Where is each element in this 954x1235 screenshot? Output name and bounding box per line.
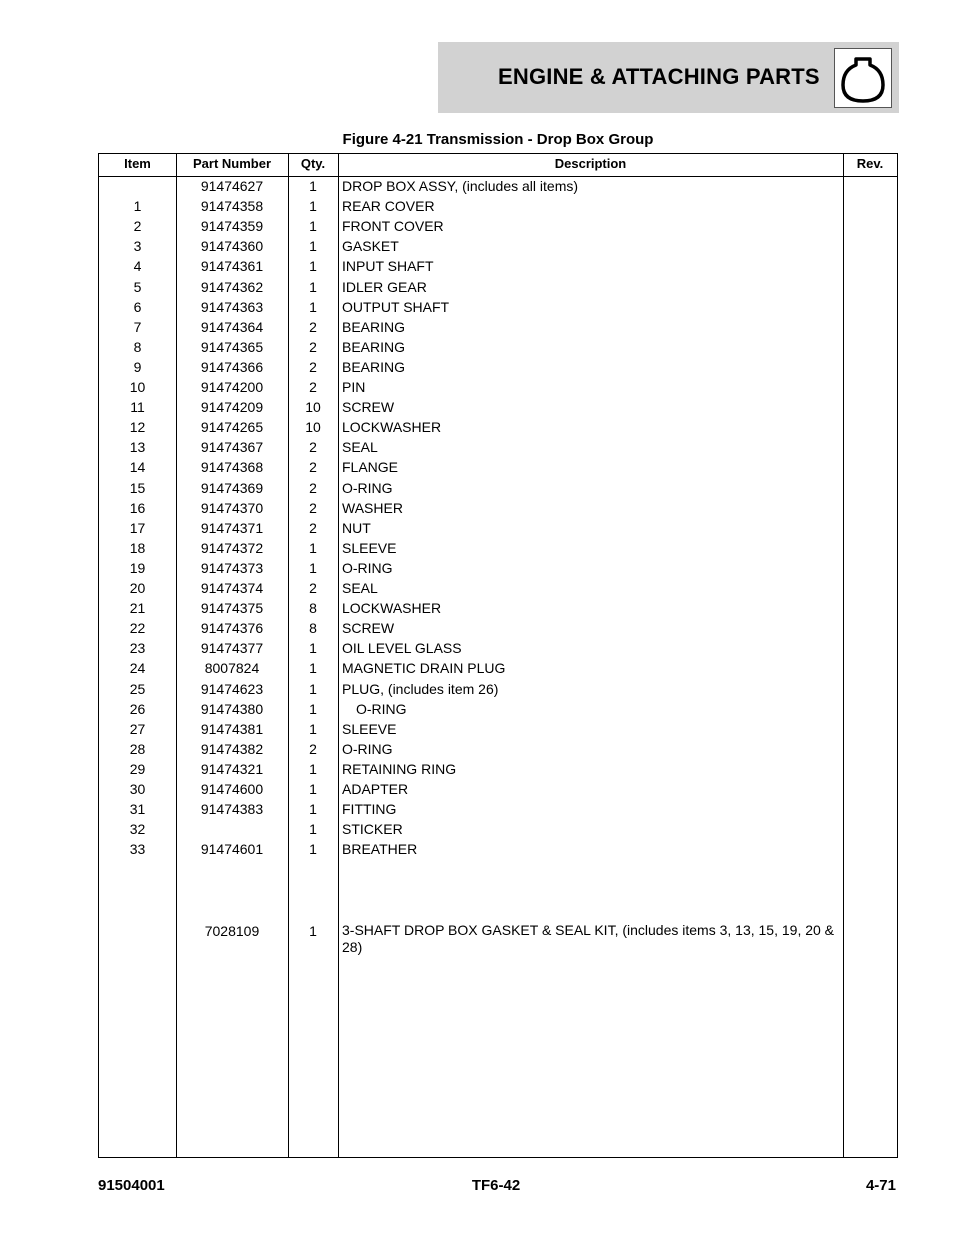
description: FLANGE	[342, 459, 399, 475]
item-number: 18	[129, 540, 146, 556]
part-number: 91474265	[200, 419, 264, 435]
description: O-RING	[342, 480, 393, 496]
quantity: 1	[309, 801, 317, 817]
item-number: 17	[129, 520, 146, 536]
table-row	[99, 237, 897, 257]
description: GASKET	[342, 238, 399, 254]
part-number: 91474372	[200, 540, 264, 556]
part-number: 91474367	[200, 439, 264, 455]
table-row	[99, 438, 897, 458]
description: SLEEVE	[342, 721, 397, 737]
description: BEARING	[342, 319, 406, 335]
item-number: 23	[129, 640, 146, 656]
table-row	[99, 338, 897, 358]
description: DROP BOX ASSY, (includes all items)	[342, 178, 579, 194]
item-number: 1	[133, 198, 142, 214]
table-row	[99, 559, 897, 579]
part-number: 91474358	[200, 198, 264, 214]
table-row	[99, 177, 897, 197]
table-row	[99, 740, 897, 760]
table-row	[99, 720, 897, 740]
quantity: 2	[309, 520, 317, 536]
table-row	[99, 599, 897, 619]
quantity: 1	[309, 238, 317, 254]
description: SLEEVE	[342, 540, 397, 556]
table-row	[99, 840, 897, 860]
description: LOCKWASHER	[342, 600, 442, 616]
item-number: 5	[133, 279, 142, 295]
parts-table	[98, 153, 898, 1158]
description: O-RING	[342, 560, 393, 576]
table-row	[99, 458, 897, 478]
description: REAR COVER	[342, 198, 435, 214]
quantity: 10	[305, 399, 321, 415]
quantity: 2	[309, 741, 317, 757]
footer-doc-number: 91504001	[98, 1177, 165, 1194]
description: MAGNETIC DRAIN PLUG	[342, 660, 506, 676]
part-number: 91474373	[200, 560, 264, 576]
quantity: 2	[309, 500, 317, 516]
part-number: 7028109	[204, 923, 260, 939]
figure-title: Figure 4-21 Transmission - Drop Box Group	[342, 131, 654, 148]
part-number: 91474369	[200, 480, 264, 496]
quantity: 2	[309, 580, 317, 596]
quantity: 1	[309, 781, 317, 797]
item-number: 28	[129, 741, 146, 757]
part-number: 91474359	[200, 218, 264, 234]
item-number: 33	[129, 841, 146, 857]
quantity: 1	[309, 660, 317, 676]
part-number: 91474360	[200, 238, 264, 254]
item-number: 3	[133, 238, 142, 254]
item-number: 12	[129, 419, 146, 435]
item-number: 25	[129, 681, 146, 697]
part-number: 91474601	[200, 841, 264, 857]
item-number: 20	[129, 580, 146, 596]
quantity: 1	[309, 923, 317, 939]
description: SCREW	[342, 620, 395, 636]
table-row	[99, 499, 897, 519]
item-number: 6	[133, 299, 142, 315]
table-row	[99, 217, 897, 237]
table-row	[99, 579, 897, 599]
table-row	[99, 479, 897, 499]
quantity: 1	[309, 640, 317, 656]
quantity: 10	[305, 419, 321, 435]
part-number: 91474376	[200, 620, 264, 636]
part-number: 8007824	[204, 660, 260, 676]
part-number: 91474364	[200, 319, 264, 335]
part-number: 91474321	[200, 761, 264, 777]
table-row	[99, 378, 897, 398]
part-number: 91474381	[200, 721, 264, 737]
description: OIL LEVEL GLASS	[342, 640, 462, 656]
description: SEAL	[342, 439, 378, 455]
col-header-part-number: Part Number	[192, 156, 272, 171]
item-number: 19	[129, 560, 146, 576]
quantity: 1	[309, 681, 317, 697]
table-row	[99, 780, 897, 800]
description: IDLER GEAR	[342, 279, 427, 295]
description: LOCKWASHER	[342, 419, 442, 435]
description: BREATHER	[342, 841, 418, 857]
description: FITTING	[342, 801, 397, 817]
description: OUTPUT SHAFT	[342, 299, 450, 315]
quantity: 1	[309, 198, 317, 214]
table-row	[99, 639, 897, 659]
description: NUT	[342, 520, 371, 536]
col-header-rev: Rev.	[856, 156, 884, 171]
table-row	[99, 298, 897, 318]
description: SCREW	[342, 399, 395, 415]
part-number: 91474380	[200, 701, 264, 717]
col-header-description: Description	[554, 156, 627, 171]
quantity: 2	[309, 459, 317, 475]
quantity: 8	[309, 620, 317, 636]
item-number: 7	[133, 319, 142, 335]
quantity: 2	[309, 439, 317, 455]
part-number: 91474371	[200, 520, 264, 536]
part-number: 91474377	[200, 640, 264, 656]
part-number: 91474363	[200, 299, 264, 315]
description: BEARING	[342, 359, 406, 375]
description: RETAINING RING	[342, 761, 457, 777]
quantity: 1	[309, 560, 317, 576]
table-row	[99, 418, 897, 438]
quantity: 2	[309, 359, 317, 375]
item-number: 9	[133, 359, 142, 375]
quantity: 1	[309, 761, 317, 777]
part-number: 91474365	[200, 339, 264, 355]
part-number: 91474623	[200, 681, 264, 697]
col-header-item: Item	[124, 156, 151, 171]
item-number: 32	[129, 821, 146, 837]
quantity: 1	[309, 299, 317, 315]
item-number: 26	[129, 701, 146, 717]
description: PIN	[342, 379, 366, 395]
item-number: 16	[129, 500, 146, 516]
description: O-RING	[342, 741, 393, 757]
part-number: 91474209	[200, 399, 264, 415]
item-number: 24	[129, 660, 146, 676]
quantity: 1	[309, 279, 317, 295]
table-row	[99, 278, 897, 298]
quantity: 1	[309, 841, 317, 857]
description: 3-SHAFT DROP BOX GASKET & SEAL KIT, (includes items 3, 13, 15, 19, 20 & 28)	[342, 922, 835, 955]
table-row	[99, 519, 897, 539]
table-row	[99, 922, 897, 955]
table-row	[99, 619, 897, 639]
description: O-RING	[356, 701, 407, 717]
quantity: 1	[309, 821, 317, 837]
item-number: 21	[129, 600, 146, 616]
table-row	[99, 318, 897, 338]
table-row	[99, 257, 897, 277]
part-number: 91474627	[200, 178, 264, 194]
engine-icon	[834, 48, 892, 108]
quantity: 1	[309, 701, 317, 717]
item-number: 29	[129, 761, 146, 777]
item-number: 15	[129, 480, 146, 496]
part-number: 91474383	[200, 801, 264, 817]
quantity: 2	[309, 480, 317, 496]
part-number: 91474370	[200, 500, 264, 516]
item-number: 27	[129, 721, 146, 737]
table-row	[99, 800, 897, 820]
description: SEAL	[342, 580, 378, 596]
description: FRONT COVER	[342, 218, 444, 234]
quantity: 8	[309, 600, 317, 616]
quantity: 1	[309, 178, 317, 194]
item-number: 11	[130, 399, 145, 415]
item-number: 22	[129, 620, 146, 636]
description: INPUT SHAFT	[342, 258, 434, 274]
item-number: 4	[133, 258, 142, 274]
part-number: 91474600	[200, 781, 264, 797]
item-number: 13	[129, 439, 146, 455]
col-header-qty: Qty.	[300, 156, 326, 171]
part-number: 91474361	[200, 258, 264, 274]
part-number: 91474375	[200, 600, 264, 616]
table-row	[99, 197, 897, 217]
item-number: 8	[133, 339, 142, 355]
item-number: 10	[129, 379, 146, 395]
item-number: 30	[129, 781, 146, 797]
footer-page-number: 4-71	[865, 1177, 896, 1194]
table-row	[99, 700, 897, 720]
quantity: 2	[309, 379, 317, 395]
quantity: 2	[309, 319, 317, 335]
part-number: 91474366	[200, 359, 264, 375]
table-row	[99, 659, 897, 679]
description: BEARING	[342, 339, 406, 355]
part-number: 91474200	[200, 379, 264, 395]
part-number: 91474368	[200, 459, 264, 475]
table-row	[99, 760, 897, 780]
part-number: 91474374	[200, 580, 264, 596]
table-row	[99, 820, 897, 840]
section-title: ENGINE & ATTACHING PARTS	[498, 64, 820, 89]
table-row	[99, 680, 897, 700]
item-number: 31	[129, 801, 146, 817]
part-number: 91474362	[200, 279, 264, 295]
quantity: 1	[309, 218, 317, 234]
table-row	[99, 398, 897, 418]
section-header	[438, 42, 899, 113]
quantity: 1	[309, 258, 317, 274]
quantity: 1	[309, 721, 317, 737]
footer-code: TF6-42	[471, 1177, 521, 1194]
quantity: 2	[309, 339, 317, 355]
description: PLUG, (includes item 26)	[342, 681, 499, 697]
quantity: 1	[309, 540, 317, 556]
table-row	[99, 358, 897, 378]
description: ADAPTER	[342, 781, 409, 797]
description: WASHER	[342, 500, 403, 516]
table-row	[99, 539, 897, 559]
item-number: 14	[129, 459, 146, 475]
description: STICKER	[342, 821, 403, 837]
item-number: 2	[133, 218, 142, 234]
part-number: 91474382	[200, 741, 264, 757]
